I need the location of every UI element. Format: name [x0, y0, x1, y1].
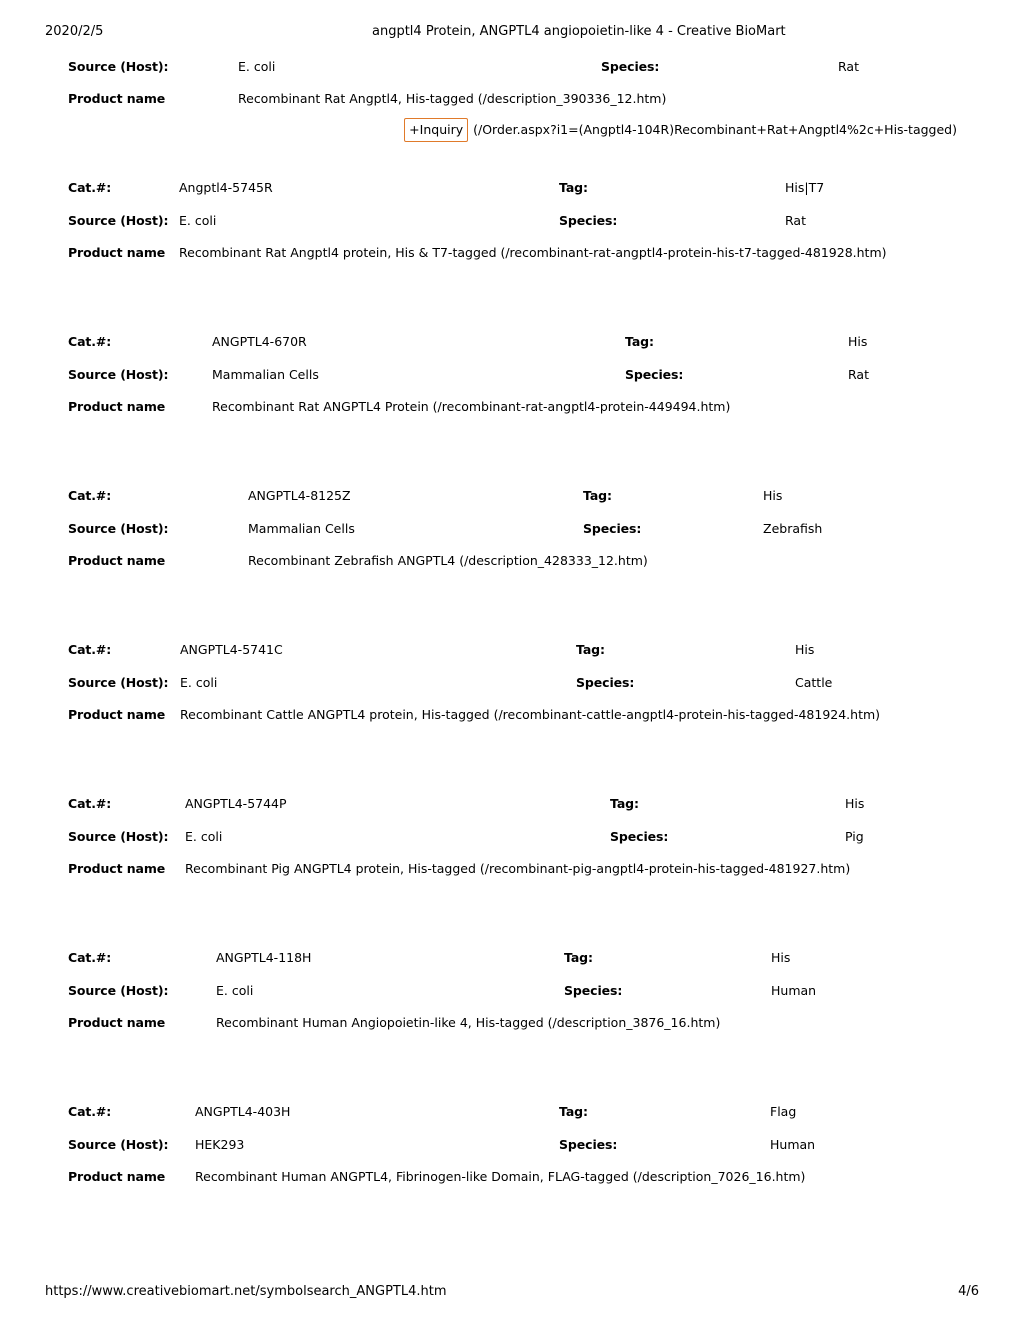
cat-label: Cat.#:: [68, 796, 112, 811]
source-value: E. coli: [180, 675, 218, 690]
tag-value: His|T7: [785, 180, 825, 195]
species-value: Human: [771, 983, 817, 998]
source-label: Source (Host):: [68, 829, 169, 844]
source-label: Source (Host):: [68, 521, 169, 536]
inquiry-line: [404, 118, 957, 142]
species-label: Species:: [601, 59, 660, 74]
product-name-link[interactable]: Recombinant Rat Angptl4 protein, His & T7-tagged (/recombinant-rat-angptl4-protein-his-t7-tagged-481928.htm): [179, 245, 887, 260]
cat-value: ANGPTL4-5744P: [185, 796, 287, 811]
tag-label: Tag:: [576, 642, 605, 657]
species-value: Rat: [838, 59, 859, 74]
source-value: HEK293: [195, 1137, 245, 1152]
tag-label: Tag:: [559, 1104, 588, 1119]
source-value: E. coli: [185, 829, 223, 844]
product-name-label: Product name: [68, 399, 166, 414]
species-value: Pig: [845, 829, 864, 844]
cat-value: ANGPTL4-403H: [195, 1104, 291, 1119]
species-label: Species:: [576, 675, 635, 690]
source-label: Source (Host):: [68, 1137, 169, 1152]
product-name-label: Product name: [68, 553, 166, 568]
tag-value: His: [795, 642, 815, 657]
tag-value: His: [763, 488, 783, 503]
species-label: Species:: [559, 213, 618, 228]
cat-value: ANGPTL4-118H: [216, 950, 312, 965]
cat-label: Cat.#:: [68, 334, 112, 349]
species-value: Zebrafish: [763, 521, 823, 536]
cat-value: ANGPTL4-8125Z: [248, 488, 351, 503]
product-name-link[interactable]: Recombinant Human ANGPTL4, Fibrinogen-like Domain, FLAG-tagged (/description_7026_16.htm): [195, 1169, 806, 1184]
source-label: Source (Host):: [68, 367, 169, 382]
product-name-link[interactable]: Recombinant Cattle ANGPTL4 protein, His-tagged (/recombinant-cattle-angptl4-protein-his-tagged-481924.htm): [180, 707, 881, 722]
tag-value: His: [845, 796, 865, 811]
species-value: Rat: [848, 367, 869, 382]
tag-value: His: [771, 950, 791, 965]
species-value: Human: [770, 1137, 816, 1152]
source-label: Source (Host):: [68, 213, 169, 228]
page-url: https://www.creativebiomart.net/symbolsearch_ANGPTL4.htm: [45, 1284, 447, 1299]
cat-value: Angptl4-5745R: [179, 180, 273, 195]
tag-value: Flag: [770, 1104, 797, 1119]
inquiry-button[interactable]: +Inquiry: [404, 118, 468, 142]
species-label: Species:: [583, 521, 642, 536]
source-label: Source (Host):: [68, 59, 169, 74]
tag-label: Tag:: [625, 334, 654, 349]
species-value: Cattle: [795, 675, 833, 690]
product-name-link[interactable]: Recombinant Human Angiopoietin-like 4, His-tagged (/description_3876_16.htm): [216, 1015, 721, 1030]
cat-value: ANGPTL4-5741C: [180, 642, 283, 657]
cat-label: Cat.#:: [68, 180, 112, 195]
product-name-link[interactable]: Recombinant Zebrafish ANGPTL4 (/description_428333_12.htm): [248, 553, 648, 568]
source-value: E. coli: [238, 59, 276, 74]
species-label: Species:: [610, 829, 669, 844]
cat-label: Cat.#:: [68, 488, 112, 503]
species-value: Rat: [785, 213, 806, 228]
cat-label: Cat.#:: [68, 950, 112, 965]
source-label: Source (Host):: [68, 675, 169, 690]
cat-value: ANGPTL4-670R: [212, 334, 307, 349]
source-value: Mammalian Cells: [212, 367, 319, 382]
source-value: E. coli: [179, 213, 217, 228]
inquiry-url[interactable]: (/Order.aspx?i1=(Angptl4-104R)Recombinant+Rat+Angptl4%2c+His-tagged): [473, 122, 957, 137]
source-value: Mammalian Cells: [248, 521, 355, 536]
cat-label: Cat.#:: [68, 1104, 112, 1119]
species-label: Species:: [559, 1137, 618, 1152]
product-name-label: Product name: [68, 1015, 166, 1030]
source-label: Source (Host):: [68, 983, 169, 998]
product-name-label: Product name: [68, 861, 166, 876]
product-name-label: Product name: [68, 707, 166, 722]
tag-value: His: [848, 334, 868, 349]
product-name-link[interactable]: Recombinant Rat ANGPTL4 Protein (/recombinant-rat-angptl4-protein-449494.htm): [212, 399, 731, 414]
product-name-link[interactable]: Recombinant Rat Angptl4, His-tagged (/description_390336_12.htm): [238, 91, 667, 106]
tag-label: Tag:: [559, 180, 588, 195]
print-date: 2020/2/5: [45, 24, 104, 39]
tag-label: Tag:: [583, 488, 612, 503]
cat-label: Cat.#:: [68, 642, 112, 657]
species-label: Species:: [625, 367, 684, 382]
product-name-label: Product name: [68, 245, 166, 260]
product-name-label: Product name: [68, 1169, 166, 1184]
tag-label: Tag:: [564, 950, 593, 965]
page-title: angptl4 Protein, ANGPTL4 angiopoietin-like 4 - Creative BioMart: [372, 24, 786, 39]
product-name-link[interactable]: Recombinant Pig ANGPTL4 protein, His-tagged (/recombinant-pig-angptl4-protein-his-tagged-481927.htm): [185, 861, 851, 876]
page-number: 4/6: [958, 1284, 979, 1299]
product-name-label: Product name: [68, 91, 166, 106]
tag-label: Tag:: [610, 796, 639, 811]
species-label: Species:: [564, 983, 623, 998]
source-value: E. coli: [216, 983, 254, 998]
